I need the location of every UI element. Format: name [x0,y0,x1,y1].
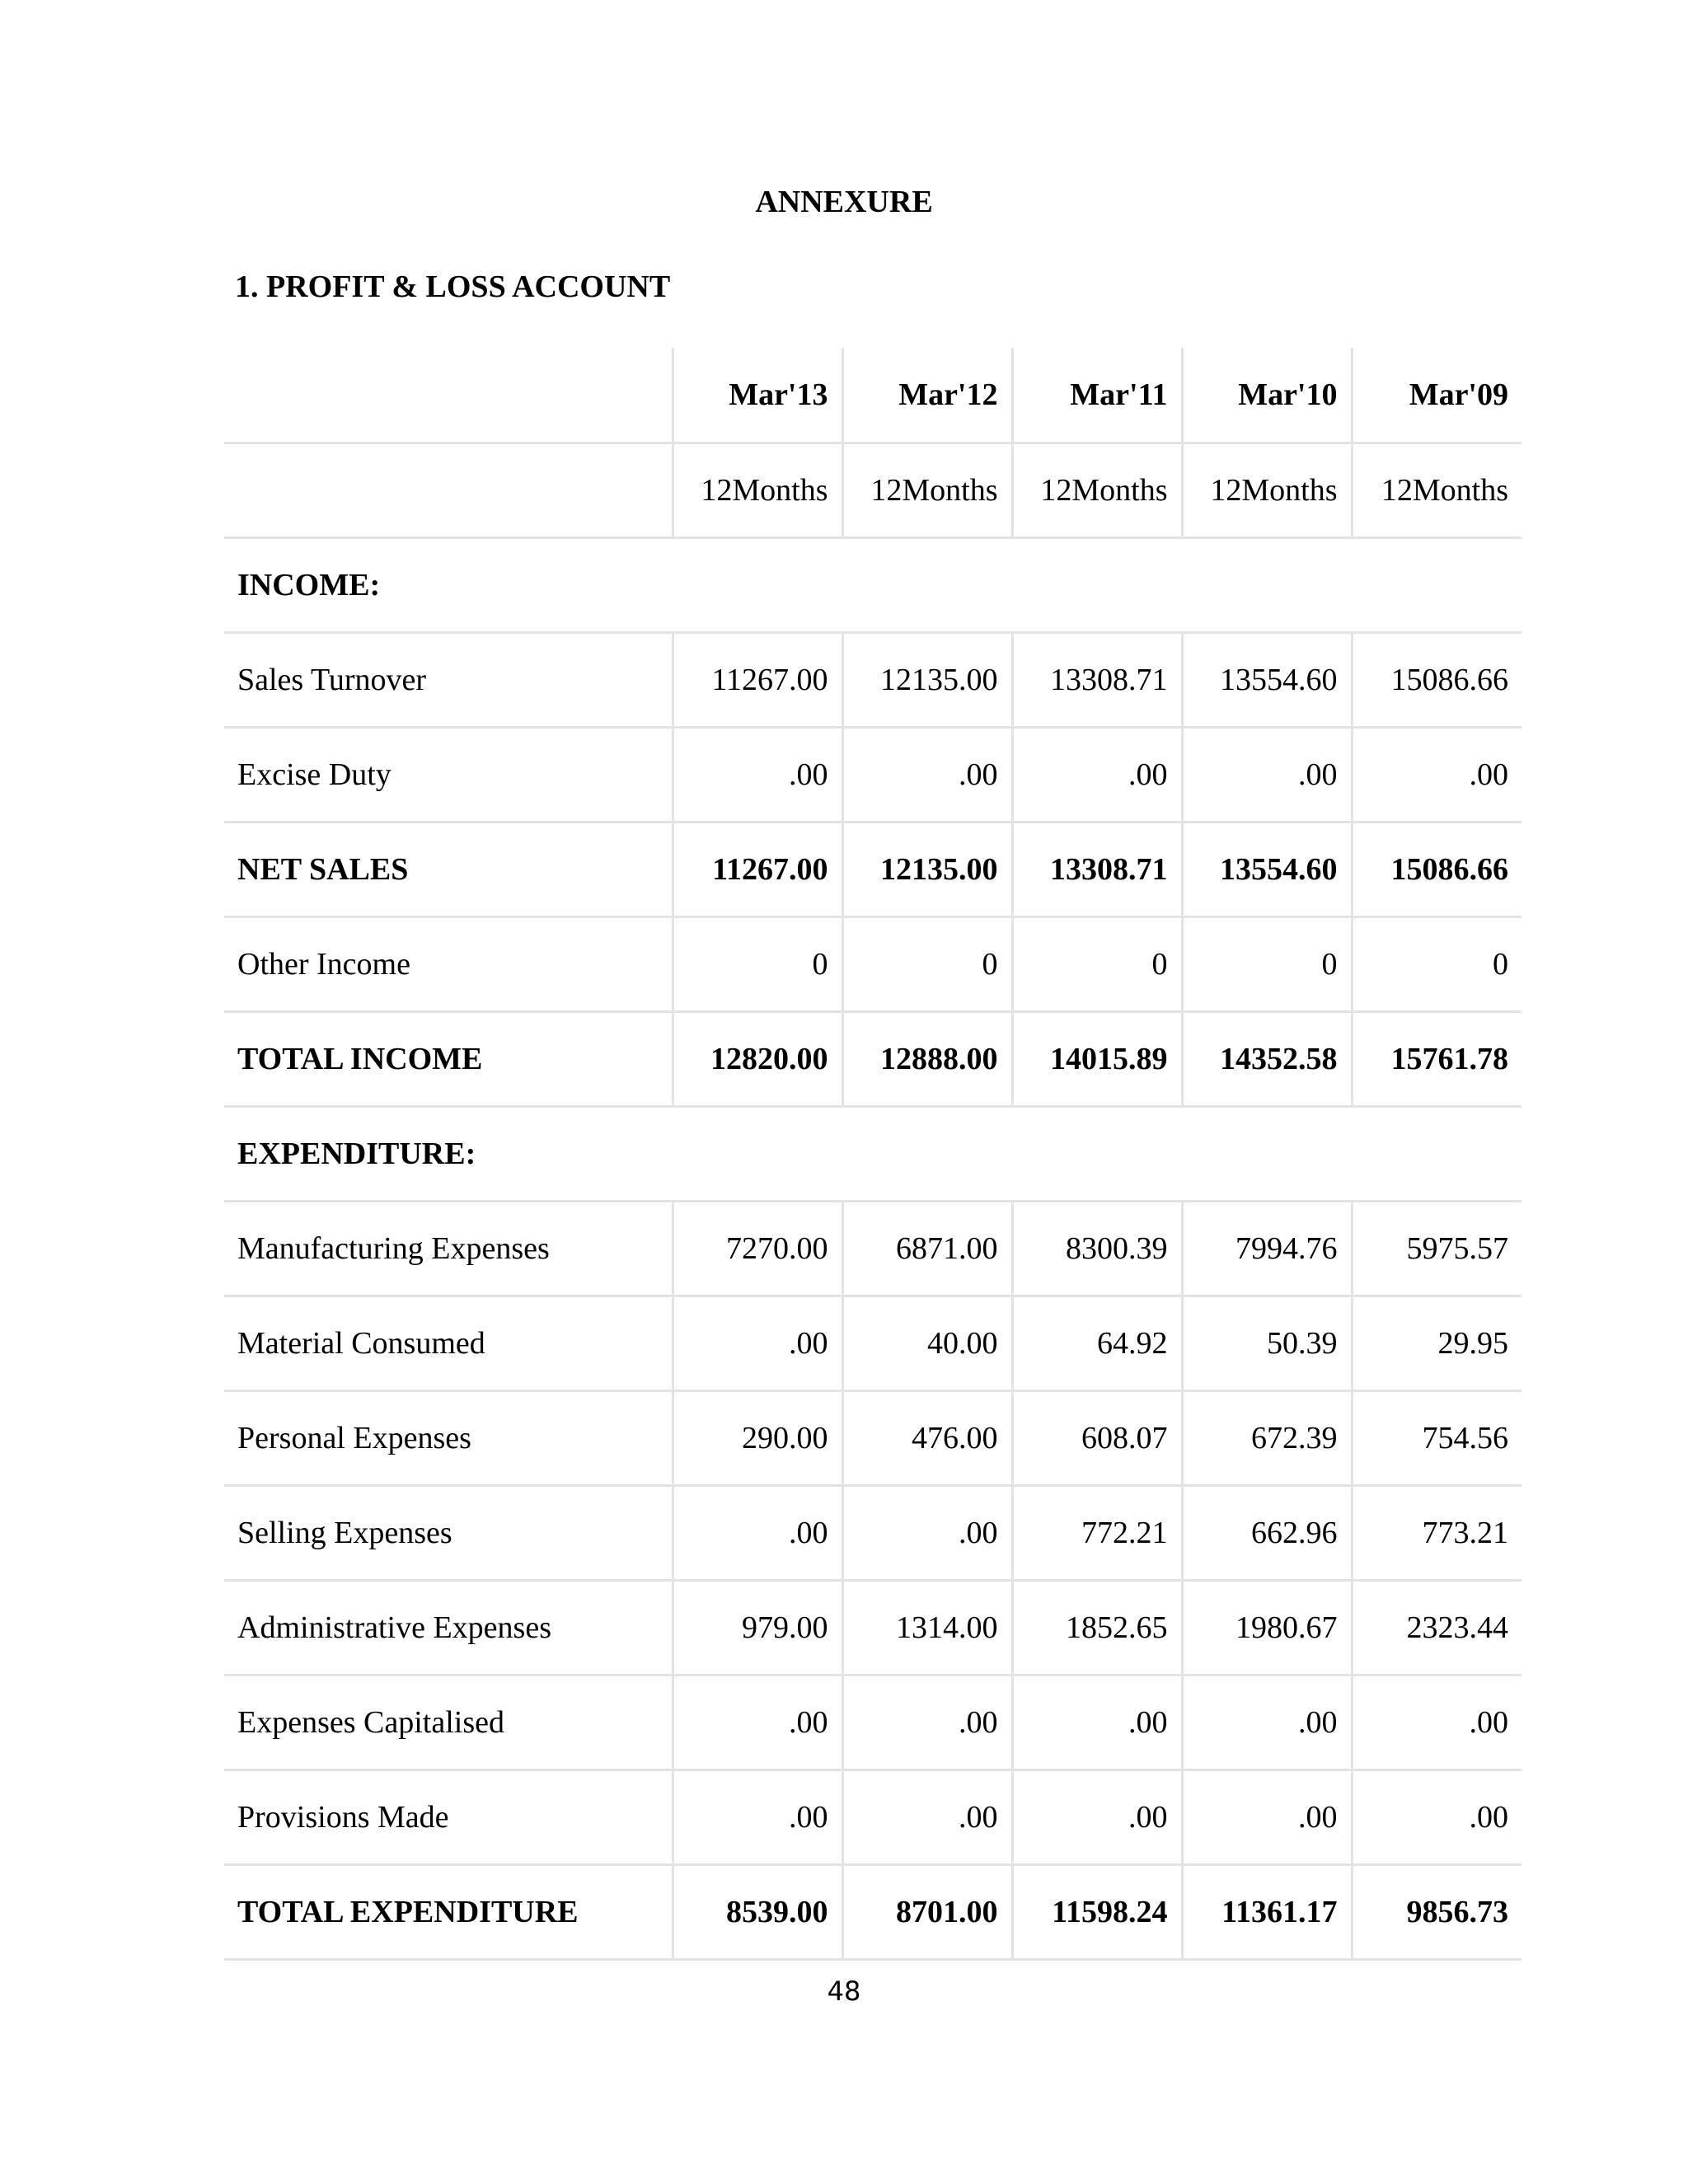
value-cell: .00 [1182,1675,1352,1769]
row-label: Personal Expenses [224,1390,673,1485]
value-cell: 15086.66 [1352,822,1522,916]
value-cell: 608.07 [1012,1390,1182,1485]
value-cell: .00 [1012,1769,1182,1864]
value-cell: .00 [842,1675,1012,1769]
duration-header: 12Months [1182,443,1352,537]
period-header: Mar'13 [673,348,842,443]
row-label: TOTAL EXPENDITURE [224,1864,673,1959]
value-cell: 12135.00 [842,822,1012,916]
value-cell: .00 [842,727,1012,822]
value-cell: 7270.00 [673,1201,842,1296]
value-cell: 11598.24 [1012,1864,1182,1959]
value-cell: 662.96 [1182,1485,1352,1580]
period-header: Mar'11 [1012,348,1182,443]
expenditure-section-row [224,1106,1522,1201]
value-cell: 979.00 [673,1580,842,1675]
value-cell: 15086.66 [1352,632,1522,727]
value-cell: 290.00 [673,1390,842,1485]
duration-header: 12Months [842,443,1012,537]
value-cell: 2323.44 [1352,1580,1522,1675]
header-blank-cell [224,443,673,537]
table-row [224,1390,1522,1485]
value-cell: 13554.60 [1182,822,1352,916]
value-cell: 11267.00 [673,632,842,727]
duration-header-row [224,443,1522,537]
value-cell: .00 [842,1485,1012,1580]
row-label: Manufacturing Expenses [224,1201,673,1296]
value-cell: 13308.71 [1012,632,1182,727]
value-cell: .00 [1012,1675,1182,1769]
value-cell: 50.39 [1182,1296,1352,1390]
value-cell: 1980.67 [1182,1580,1352,1675]
value-cell: 5975.57 [1352,1201,1522,1296]
row-label: Material Consumed [224,1296,673,1390]
income-section-row [224,537,1522,632]
value-cell: 0 [1352,916,1522,1011]
table-row [224,727,1522,822]
row-label: Selling Expenses [224,1485,673,1580]
table-row [224,1769,1522,1864]
period-header: Mar'09 [1352,348,1522,443]
value-cell: .00 [1352,1769,1522,1864]
value-cell: 773.21 [1352,1485,1522,1580]
table-row [224,1201,1522,1296]
value-cell: 8539.00 [673,1864,842,1959]
row-label: Expenses Capitalised [224,1675,673,1769]
value-cell: 0 [673,916,842,1011]
row-label: NET SALES [224,822,673,916]
duration-header: 12Months [673,443,842,537]
value-cell: 29.95 [1352,1296,1522,1390]
value-cell: 64.92 [1012,1296,1182,1390]
section-label: INCOME: [224,537,1522,632]
value-cell: 8300.39 [1012,1201,1182,1296]
table-row [224,1296,1522,1390]
section-title: 1. PROFIT & LOSS ACCOUNT [235,269,671,304]
value-cell: 15761.78 [1352,1011,1522,1106]
value-cell: 13554.60 [1182,632,1352,727]
duration-header: 12Months [1352,443,1522,537]
row-label: Sales Turnover [224,632,673,727]
row-label: TOTAL INCOME [224,1011,673,1106]
value-cell: .00 [1352,1675,1522,1769]
value-cell: 11361.17 [1182,1864,1352,1959]
table-row [224,1675,1522,1769]
value-cell: 0 [1182,916,1352,1011]
period-header-row [224,348,1522,443]
value-cell: 14352.58 [1182,1011,1352,1106]
period-header: Mar'12 [842,348,1012,443]
row-label: Administrative Expenses [224,1580,673,1675]
value-cell: .00 [673,1675,842,1769]
value-cell: 12820.00 [673,1011,842,1106]
value-cell: .00 [1182,727,1352,822]
table-row [224,916,1522,1011]
value-cell: 772.21 [1012,1485,1182,1580]
duration-header: 12Months [1012,443,1182,537]
table-row [224,632,1522,727]
value-cell: .00 [673,1769,842,1864]
value-cell: 672.39 [1182,1390,1352,1485]
value-cell: 40.00 [842,1296,1012,1390]
profit-loss-table [224,348,1522,1961]
value-cell: 1852.65 [1012,1580,1182,1675]
value-cell: 0 [1012,916,1182,1011]
value-cell: .00 [673,727,842,822]
value-cell: 7994.76 [1182,1201,1352,1296]
value-cell: .00 [1012,727,1182,822]
table-row [224,1864,1522,1959]
page-heading: ANNEXURE [755,185,933,219]
profit-loss-table-body [224,348,1522,1959]
value-cell: 14015.89 [1012,1011,1182,1106]
table-row [224,1011,1522,1106]
table-row [224,822,1522,916]
value-cell: 0 [842,916,1012,1011]
table-row [224,1485,1522,1580]
value-cell: .00 [842,1769,1012,1864]
value-cell: .00 [1352,727,1522,822]
value-cell: 8701.00 [842,1864,1012,1959]
value-cell: .00 [1182,1769,1352,1864]
value-cell: 476.00 [842,1390,1012,1485]
value-cell: .00 [673,1296,842,1390]
row-label: Excise Duty [224,727,673,822]
value-cell: 6871.00 [842,1201,1012,1296]
page-number: 48 [827,1975,861,2007]
period-header: Mar'10 [1182,348,1352,443]
value-cell: 1314.00 [842,1580,1012,1675]
row-label: Provisions Made [224,1769,673,1864]
value-cell: 13308.71 [1012,822,1182,916]
value-cell: 754.56 [1352,1390,1522,1485]
table-row [224,1580,1522,1675]
value-cell: 12135.00 [842,632,1012,727]
value-cell: 12888.00 [842,1011,1012,1106]
value-cell: 11267.00 [673,822,842,916]
header-blank-cell [224,348,673,443]
value-cell: 9856.73 [1352,1864,1522,1959]
value-cell: .00 [673,1485,842,1580]
row-label: Other Income [224,916,673,1011]
section-label: EXPENDITURE: [224,1106,1522,1201]
